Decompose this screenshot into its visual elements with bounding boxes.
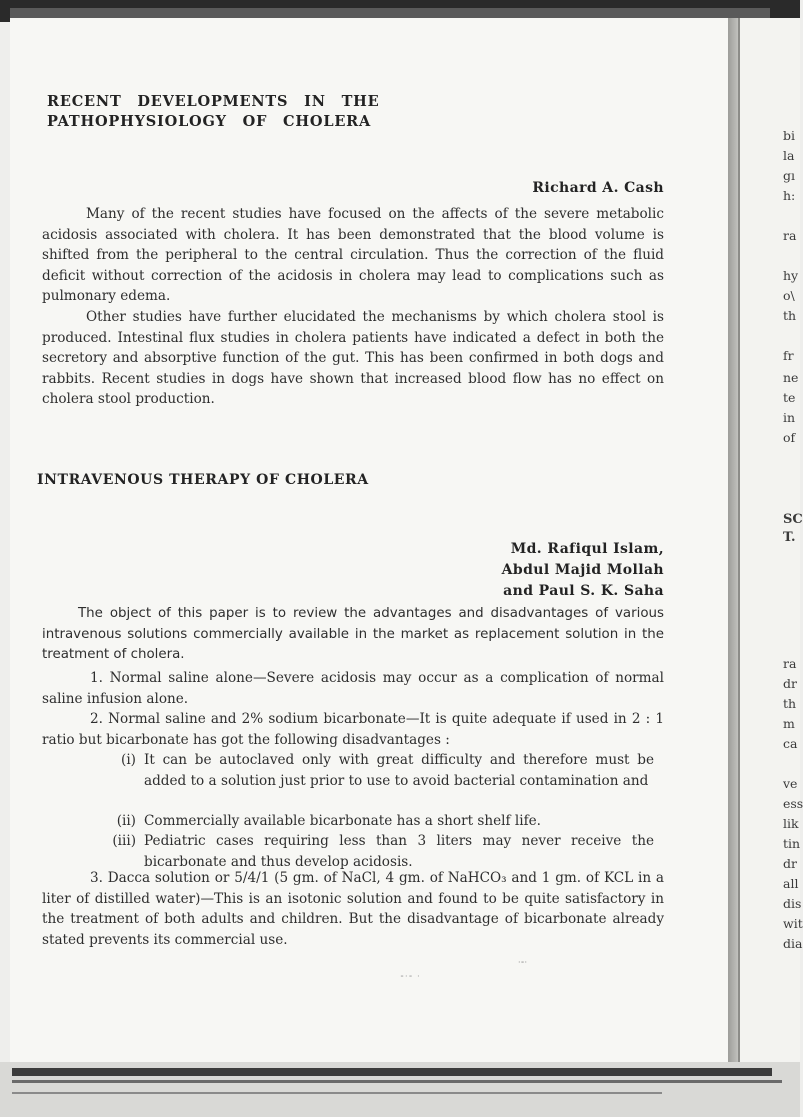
facing-page-fragment: T. (783, 530, 796, 545)
facing-page-fragment: ra (783, 656, 797, 671)
facing-page-fragment: ra (783, 228, 797, 243)
sub-item (108, 811, 664, 832)
scan-edge (12, 1092, 662, 1094)
article-title-line-2: PATHOPHYSIOLOGY OF CHOLERA (47, 113, 372, 130)
facing-page-fragment: fr (783, 348, 794, 363)
sub-item (108, 831, 664, 872)
facing-page-fragment: o\ (783, 288, 795, 303)
article-title: INTRAVENOUS THERAPY OF CHOLERA (37, 472, 369, 488)
facing-page-fragment: lik (783, 816, 799, 831)
scan-edge (12, 1068, 772, 1076)
facing-page-fragment: ne (783, 370, 799, 385)
article-intro: The object of this paper is to review the advantages and disadvantages of various intravenous solutions commercially available in the market as replacement solution in the treatment of cholera. (42, 606, 664, 663)
facing-page-fragment: bi (783, 128, 795, 143)
sub-item-number: (ii) (116, 813, 136, 829)
facing-page-fragment: te (783, 390, 796, 405)
sub-item-text: Commercially available bicarbonate has a short shelf life. (144, 813, 541, 829)
facing-page-fragment: la (783, 148, 795, 163)
facing-page-fragment: dr (783, 676, 797, 691)
numbered-item-2: 2. Normal saline and 2% sodium bicarbonate—It is quite adequate if used in 2 : 1 ratio but bicarbonate has got the following disadvantages : (42, 711, 664, 748)
facing-page-fragment: ve (783, 776, 798, 791)
article-author: Md. Rafiqul Islam, (510, 541, 664, 557)
sub-item-number: (i) (121, 752, 136, 768)
article-title-line-1: RECENT DEVELOPMENTS IN THE (47, 93, 380, 110)
facing-page-fragment: SC (783, 512, 803, 527)
scan-edge (12, 1080, 782, 1083)
scan-smudge: ·⁃· (518, 958, 528, 967)
facing-page-fragment: of (783, 430, 796, 445)
facing-page-fragment: th (783, 696, 797, 711)
facing-page-fragment: h: (783, 188, 796, 203)
article-paragraph: Many of the recent studies have focused on the affects of the severe metabolic acidosis associated with cholera. It has been demonstrated that the blood volume is shifted from the peripheral to the central circulation. Thus the correction of the fluid deficit without correction of the acidosis in cholera may lead to complications such as pulmonary edema. (42, 206, 664, 305)
article-author: and Paul S. K. Saha (503, 583, 664, 599)
sub-item (108, 750, 664, 791)
scan-smudge: ⁃·⁃ · (400, 972, 421, 981)
facing-page-fragment: ess (783, 796, 803, 811)
article-author: Abdul Majid Mollah (501, 562, 664, 578)
sub-item-text: Pediatric cases requiring less than 3 liters may never receive the bicarbonate and thus develop acidosis. (144, 833, 654, 870)
article-paragraph: Other studies have further elucidated the mechanisms by which cholera stool is produced. Intestinal flux studies in cholera patients have indicated a defect in both the secretory and absorptive function of the gut. This has been confirmed in both dogs and rabbits. Recent studies in dogs have shown that increased blood flow has no effect on cholera stool production. (42, 309, 664, 408)
facing-page-fragment: hy (783, 268, 799, 283)
numbered-item-1: 1. Normal saline alone—Severe acidosis may occur as a complication of normal saline infusion alone. (42, 670, 664, 707)
numbered-item-3: 3. Dacca solution or 5/4/1 (5 gm. of NaCl, 4 gm. of NaHCO₃ and 1 gm. of KCL in a liter of distilled water)—This is an isotonic solution and found to be quite satisfactory in the treatment of both adults and children. But the disadvantage of bicarbonate already stated prevents its commercial use. (42, 870, 664, 948)
facing-page-fragment: th (783, 308, 797, 323)
sub-item-number: (iii) (112, 833, 136, 849)
facing-page-fragment: dia (783, 936, 803, 951)
scan-border-bottom (0, 1062, 800, 1117)
facing-page-fragment: m (783, 716, 795, 731)
facing-page-fragment: ca (783, 736, 798, 751)
facing-page-fragment: all (783, 876, 799, 891)
sub-item-text: It can be autoclaved only with great difficulty and therefore must be added to a solution just prior to use to avoid bacterial contamination and (144, 752, 654, 789)
facing-page-fragment: in (783, 410, 796, 425)
scan-edge (10, 8, 770, 18)
facing-page-fragment: gı (783, 168, 795, 183)
facing-page-fragment: wit (783, 916, 803, 931)
facing-page-fragment: tin (783, 836, 801, 851)
facing-page-fragment: dr (783, 856, 797, 871)
facing-page-fragment: dis (783, 896, 802, 911)
article-author: Richard A. Cash (532, 180, 664, 196)
